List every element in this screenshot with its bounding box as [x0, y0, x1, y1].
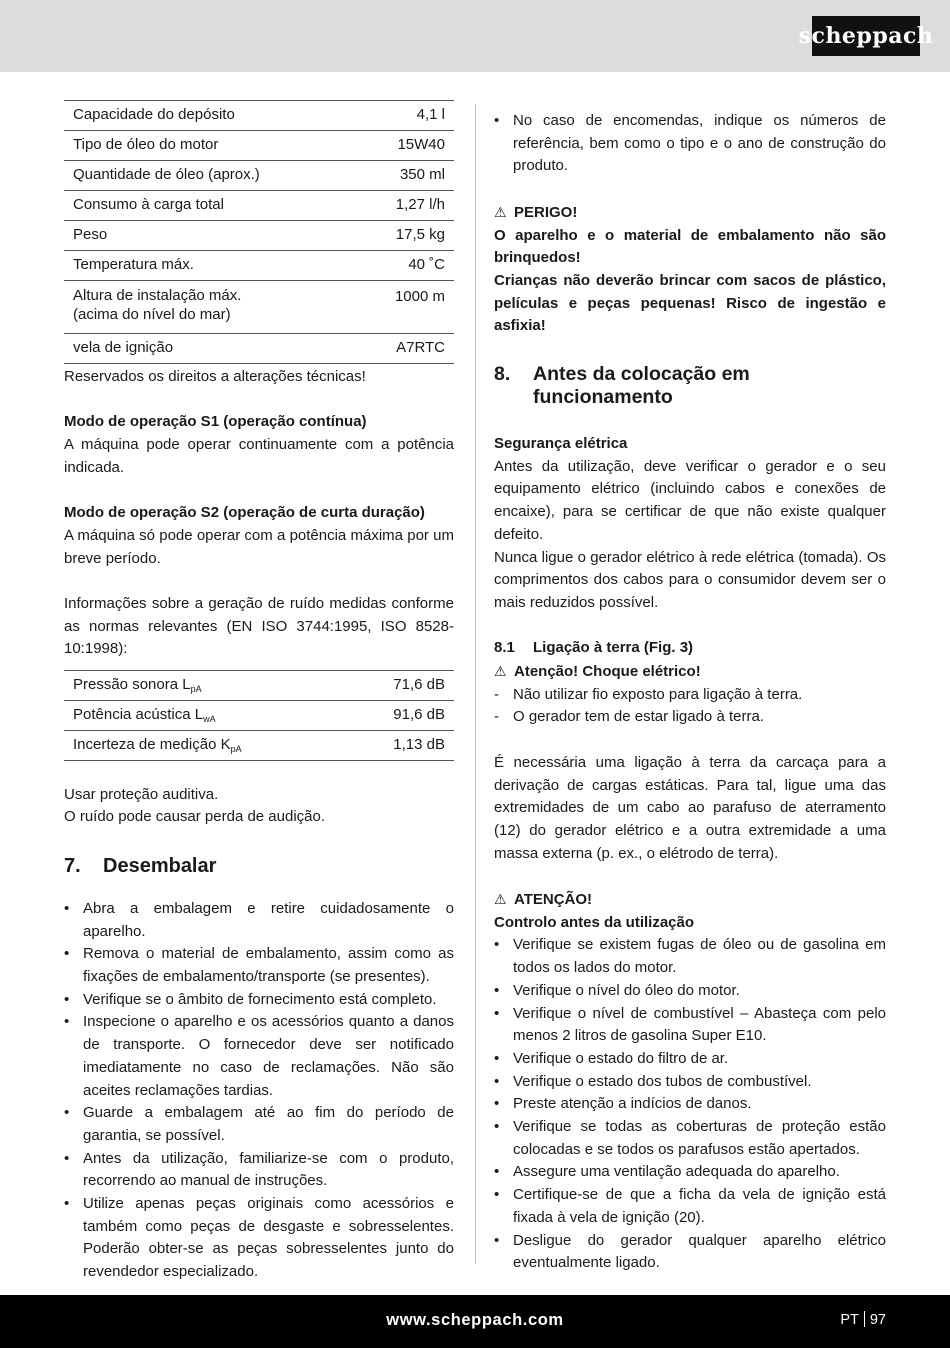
- website-link[interactable]: www.scheppach.com: [386, 1311, 564, 1329]
- spec-value: 40 ˚C: [357, 251, 454, 281]
- page-number: [840, 1309, 886, 1332]
- order-list: [494, 110, 886, 178]
- spec-label: Tipo de óleo do motor: [64, 131, 357, 161]
- table-row: [64, 334, 454, 364]
- section-title: Desembalar: [103, 854, 217, 877]
- list-item: • Verifique se todas as coberturas de proteção estão colocadas e se todos os parafusos estão apertados.: [494, 1116, 886, 1161]
- danger-title: PERIGO!: [514, 203, 578, 221]
- shock-warning-text: Atenção! Choque elétrico!: [514, 663, 701, 681]
- grounding-list: [494, 684, 886, 729]
- noise-label-text: Incerteza de medição K: [73, 736, 231, 754]
- noise-value: 1,13 dB: [348, 731, 454, 761]
- list-item: • Abra a embalagem e retire cuidadosamente o aparelho.: [64, 898, 454, 943]
- noise-label-sub: pA: [230, 744, 242, 755]
- list-item: • Utilize apenas peças originais como acessórios e também como peças de desgaste e sobresselentes. Poderão obter-se as peças sobresselentes junto do revendedor especializado.: [64, 1193, 454, 1284]
- noise-label: [64, 731, 348, 761]
- warning-triangle-icon: ⚠: [494, 203, 507, 220]
- table-row: [64, 191, 454, 221]
- list-item: • Verifique se existem fugas de óleo ou de gasolina em todos os lados do motor.: [494, 934, 886, 979]
- spec-label-line1: Altura de instalação máx.: [73, 287, 242, 304]
- reserved-note: Reservados os direitos a alterações técnicas!: [64, 368, 366, 385]
- warning-triangle-icon: ⚠: [494, 891, 507, 908]
- spec-label: vela de ignição: [64, 334, 357, 364]
- spec-value: 17,5 kg: [357, 221, 454, 251]
- danger-heading: [494, 201, 886, 225]
- s1-text: A máquina pode operar continuamente com a potência indicada.: [64, 436, 454, 476]
- attention-heading: [494, 888, 886, 912]
- footer-bar: [0, 1295, 950, 1348]
- table-row: [64, 101, 454, 131]
- table-row: [64, 731, 454, 761]
- warning-triangle-icon: ⚠: [494, 663, 507, 680]
- grounding-text: É necessária uma ligação à terra da carcaça para a derivação de cargas estáticas. Para tal, ligue uma das extremidades de um cabo ao parafuso de aterramento (12) do gerador elétrico e a outra extremidade a uma massa externa (p. ex., o elétrodo de terra).: [494, 753, 886, 862]
- table-row: [64, 281, 454, 334]
- check-title: Controlo antes da utilização: [494, 913, 695, 931]
- column-divider: [475, 104, 476, 1264]
- noise-label-text: Potência acústica L: [73, 706, 204, 724]
- noise-label: [64, 701, 348, 731]
- spec-value: 1000 m: [357, 281, 454, 334]
- section-number: 8.: [494, 363, 511, 386]
- section-number: 8.1: [494, 639, 515, 657]
- s2-title: Modo de operação S2 (operação de curta duração): [64, 504, 425, 522]
- list-item: • Guarde a embalagem até ao fim do período de garantia, se possível.: [64, 1102, 454, 1147]
- noise-label-sub: wA: [203, 714, 216, 725]
- section-title: Antes da colocação em funcionamento: [533, 363, 750, 409]
- table-row: [64, 701, 454, 731]
- list-item: • Assegure uma ventilação adequada do aparelho.: [494, 1161, 886, 1184]
- list-item: • Antes da utilização, familiarize-se com o produto, recorrendo ao manual de instruções.: [64, 1148, 454, 1193]
- list-item: • Verifique o nível do óleo do motor.: [494, 980, 886, 1003]
- page-number-value: 97: [869, 1312, 886, 1328]
- list-item: • Verifique o estado dos tubos de combustível.: [494, 1071, 886, 1094]
- spec-value: 1,27 l/h: [357, 191, 454, 221]
- spec-value: A7RTC: [357, 334, 454, 364]
- noise-table: [64, 670, 454, 761]
- list-item: • Remova o material de embalamento, assim como as fixações de embalamento/transporte (se presentes).: [64, 943, 454, 988]
- section-title: Ligação à terra (Fig. 3): [533, 639, 694, 657]
- right-column: [494, 110, 886, 1275]
- list-item: • Preste atenção a indícios de danos.: [494, 1093, 886, 1116]
- spec-table: [64, 100, 454, 364]
- electrical-safety-text-1: Antes da utilização, deve verificar o gerador e o seu equipamento elétrico (incluindo cabos e conexões de encaixe), para se certificar de que não existe qualquer defeito.: [494, 457, 886, 543]
- spec-value: 15W40: [357, 131, 454, 161]
- table-row: [64, 671, 454, 701]
- electrical-safety-text-2: Nunca ligue o gerador elétrico à rede elétrica (tomada). Os comprimentos dos cabos para o consumidor devem ser o mais reduzidos possível.: [494, 548, 886, 611]
- spec-value: 4,1 l: [357, 101, 454, 131]
- section-8-1-heading: [494, 637, 886, 660]
- noise-value: 91,6 dB: [348, 701, 454, 731]
- table-row: [64, 161, 454, 191]
- danger-line-1: O aparelho e o material de embalamento não são brinquedos!: [494, 226, 886, 267]
- list-item: • Verifique o nível de combustível – Abasteça com pelo menos 2 litros de gasolina Super E10.: [494, 1003, 886, 1048]
- list-item: • Desligue do gerador qualquer aparelho elétrico eventualmente ligado.: [494, 1230, 886, 1275]
- table-row: [64, 251, 454, 281]
- list-item: • No caso de encomendas, indique os números de referência, bem como o tipo e o ano de construção do produto.: [494, 110, 886, 178]
- noise-value: 71,6 dB: [348, 671, 454, 701]
- check-list: [494, 934, 886, 1275]
- spec-value: 350 ml: [357, 161, 454, 191]
- s2-text: A máquina só pode operar com a potência máxima por um breve período.: [64, 526, 454, 567]
- unpacking-list: [64, 898, 454, 1284]
- brand-logo: scheppach: [812, 16, 920, 56]
- spec-label-line2: (acima do nível do mar): [73, 306, 231, 323]
- noise-label: [64, 671, 348, 701]
- noise-label-text: Pressão sonora L: [73, 676, 191, 694]
- shock-warning: [494, 660, 886, 684]
- section-8-heading: [494, 363, 886, 409]
- hearing-protection: Usar proteção auditiva.: [64, 785, 219, 803]
- table-row: [64, 221, 454, 251]
- section-number: 7.: [64, 854, 81, 877]
- noise-label-sub: pA: [190, 684, 202, 695]
- noise-intro: Informações sobre a geração de ruído medidas conforme as normas relevantes (EN ISO 3744:1995, ISO 8528-10:1998):: [64, 594, 454, 658]
- spec-label: Quantidade de óleo (aprox.): [64, 161, 357, 191]
- list-item: • Inspecione o aparelho e os acessórios quanto a danos de transporte. O fornecedor deve ser notificado imediatamente no caso de reclamações. Não são aceites reclamações tardias.: [64, 1011, 454, 1102]
- list-item: • Verifique se o âmbito de fornecimento está completo.: [64, 989, 454, 1012]
- spec-label: Temperatura máx.: [64, 251, 357, 281]
- section-7-heading: [64, 854, 454, 878]
- list-item: - O gerador tem de estar ligado à terra.: [494, 706, 886, 729]
- list-item: - Não utilizar fio exposto para ligação à terra.: [494, 684, 886, 707]
- spec-label: [64, 281, 357, 334]
- list-item: • Verifique o estado do filtro de ar.: [494, 1048, 886, 1071]
- spec-label: Capacidade do depósito: [64, 101, 357, 131]
- list-item: • Certifique-se de que a ficha da vela de ignição está fixada à vela de ignição (20).: [494, 1184, 886, 1229]
- language-code: PT: [840, 1312, 859, 1328]
- danger-line-2: Crianças não deverão brincar com sacos de plástico, películas e peças pequenas! Risco de ingestão e asfixia!: [494, 271, 886, 335]
- attention-title: ATENÇÃO!: [514, 891, 593, 909]
- left-column: [64, 100, 454, 1284]
- spec-label: Consumo à carga total: [64, 191, 357, 221]
- electrical-safety-title: Segurança elétrica: [494, 435, 628, 453]
- table-row: [64, 131, 454, 161]
- spec-label: Peso: [64, 221, 357, 251]
- page-separator: [864, 1311, 865, 1327]
- hearing-loss-note: O ruído pode causar perda de audição.: [64, 808, 326, 826]
- header-bar: [0, 0, 950, 72]
- s1-title: Modo de operação S1 (operação contínua): [64, 413, 367, 431]
